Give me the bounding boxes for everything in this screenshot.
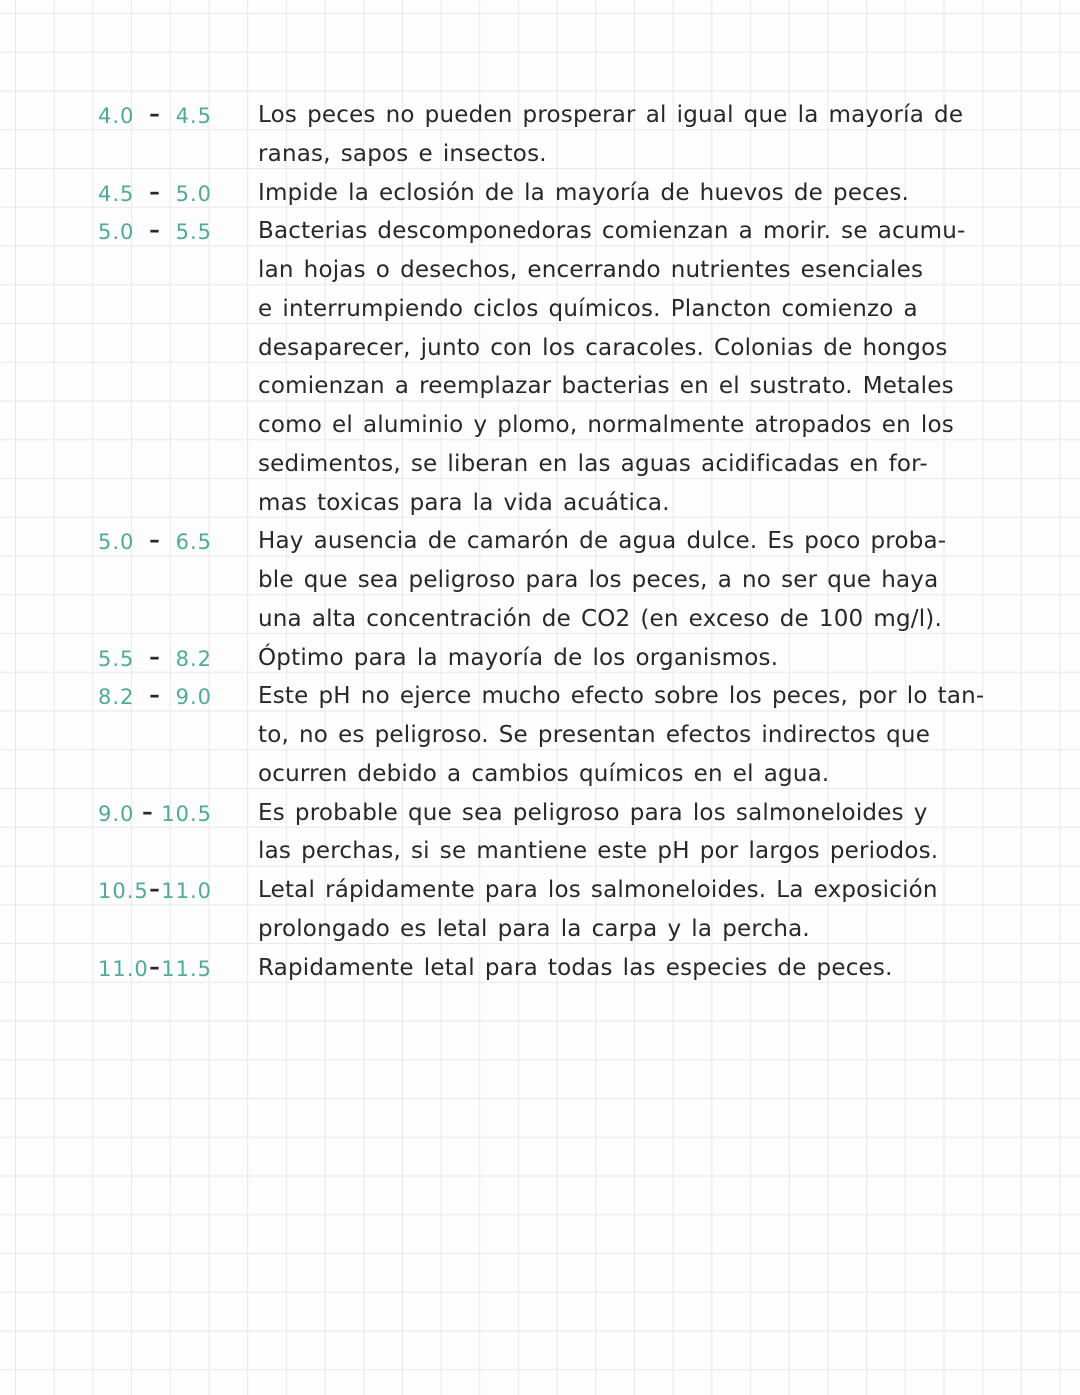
range-dash: – — [142, 799, 154, 824]
range-dash: – — [149, 102, 161, 126]
note-line — [0, 485, 1080, 524]
ph-range-to: 11.0 — [161, 879, 212, 903]
range-dash: – — [149, 179, 161, 204]
note-text: las perchas, si se mantiene este pH por largos periodos. — [258, 838, 939, 865]
ph-range-from: 5.0 — [98, 530, 135, 555]
note-line — [0, 97, 1080, 136]
note-line — [0, 717, 1080, 756]
ph-range-to: 5.0 — [175, 181, 212, 206]
note-line — [0, 175, 1080, 214]
ph-range-from: 5.5 — [98, 646, 135, 671]
ph-range — [98, 179, 212, 206]
note-text: desaparecer, junto con los caracoles. Colonias de hongos — [258, 334, 948, 361]
ph-range-from: 9.0 — [98, 801, 135, 826]
range-dash: – — [149, 218, 161, 243]
note-text: ranas, sapos e insectos. — [258, 140, 547, 167]
note-text: e interrumpiendo ciclos químicos. Plancton comienzo a — [258, 295, 918, 322]
note-line — [0, 562, 1080, 601]
ph-range-to: 10.5 — [161, 801, 212, 826]
ph-range — [98, 954, 212, 981]
note-text: sedimentos, se liberan en las aguas acidificadas en for- — [258, 450, 928, 477]
note-line — [0, 252, 1080, 291]
note-line — [0, 950, 1080, 989]
note-line — [0, 795, 1080, 834]
note-line — [0, 213, 1080, 252]
ph-range-to: 8.2 — [175, 646, 212, 671]
note-text: Hay ausencia de camarón de agua dulce. Es poco proba- — [258, 528, 947, 555]
ph-range-from: 4.0 — [98, 104, 135, 128]
range-dash: – — [149, 954, 161, 979]
note-line — [0, 368, 1080, 407]
ph-range — [98, 530, 212, 554]
ph-range-from: 4.5 — [98, 181, 135, 206]
ph-range — [98, 104, 212, 128]
note-text: to, no es peligroso. Se presentan efectos indirectos que — [258, 722, 931, 748]
ph-range-to: 11.5 — [161, 956, 212, 981]
ph-range — [98, 685, 212, 709]
ph-range — [98, 644, 212, 671]
ph-range-from: 8.2 — [98, 685, 135, 710]
note-text: ocurren debido a cambios químicos en el agua. — [258, 760, 830, 787]
ph-range-to: 9.0 — [175, 685, 212, 710]
ph-range — [98, 879, 212, 903]
note-text: Rapidamente letal para todas las especies de peces. — [258, 954, 893, 981]
range-dash: – — [149, 528, 161, 553]
note-text: Los peces no pueden prosperar al igual que la mayoría de — [258, 102, 964, 128]
note-line — [0, 678, 1080, 717]
note-text: como el aluminio y plomo, normalmente atropados en los — [258, 412, 954, 438]
note-line — [0, 291, 1080, 330]
note-text: ble que sea peligroso para los peces, a no ser que haya — [258, 567, 939, 593]
note-text: Impide la eclosión de la mayoría de huevos de peces. — [258, 179, 910, 206]
note-line — [0, 407, 1080, 446]
note-text: Bacterias descomponedoras comienzan a morir. se acumu- — [258, 218, 966, 245]
note-line — [0, 523, 1080, 562]
ph-range-from: 5.0 — [98, 220, 135, 245]
ph-range — [98, 220, 212, 244]
note-line — [0, 756, 1080, 795]
note-line — [0, 446, 1080, 485]
ph-range-to: 4.5 — [175, 104, 212, 128]
note-line — [0, 330, 1080, 369]
range-dash: – — [149, 877, 161, 901]
ph-effects-table — [0, 97, 1080, 988]
note-text: lan hojas o desechos, encerrando nutrientes esenciales — [258, 257, 924, 283]
note-text: Este pH no ejerce mucho efecto sobre los peces, por lo tan- — [258, 683, 985, 710]
note-text: una alta concentración de CO2 (en exceso de 100 mg/l). — [258, 605, 942, 632]
ph-range-from: 11.0 — [98, 956, 149, 981]
note-text: Es probable que sea peligroso para los salmoneloides y — [258, 799, 928, 826]
note-text: prolongado es letal para la carpa y la percha. — [258, 915, 810, 942]
note-text: Óptimo para la mayoría de los organismos. — [258, 644, 779, 671]
ph-range-to: 5.5 — [175, 220, 212, 245]
note-text: comienzan a reemplazar bacterias en el sustrato. Metales — [258, 373, 954, 400]
note-line — [0, 833, 1080, 872]
ph-range-to: 6.5 — [175, 530, 212, 555]
note-text: Letal rápidamente para los salmoneloides. La exposición — [258, 877, 938, 903]
note-line — [0, 640, 1080, 679]
note-line — [0, 136, 1080, 175]
note-text: mas toxicas para la vida acuática. — [258, 489, 670, 516]
note-line — [0, 872, 1080, 911]
range-dash: – — [149, 644, 161, 669]
range-dash: – — [149, 683, 161, 708]
note-line — [0, 601, 1080, 640]
note-line — [0, 911, 1080, 950]
ph-range-from: 10.5 — [98, 879, 149, 903]
ph-range — [98, 799, 212, 826]
